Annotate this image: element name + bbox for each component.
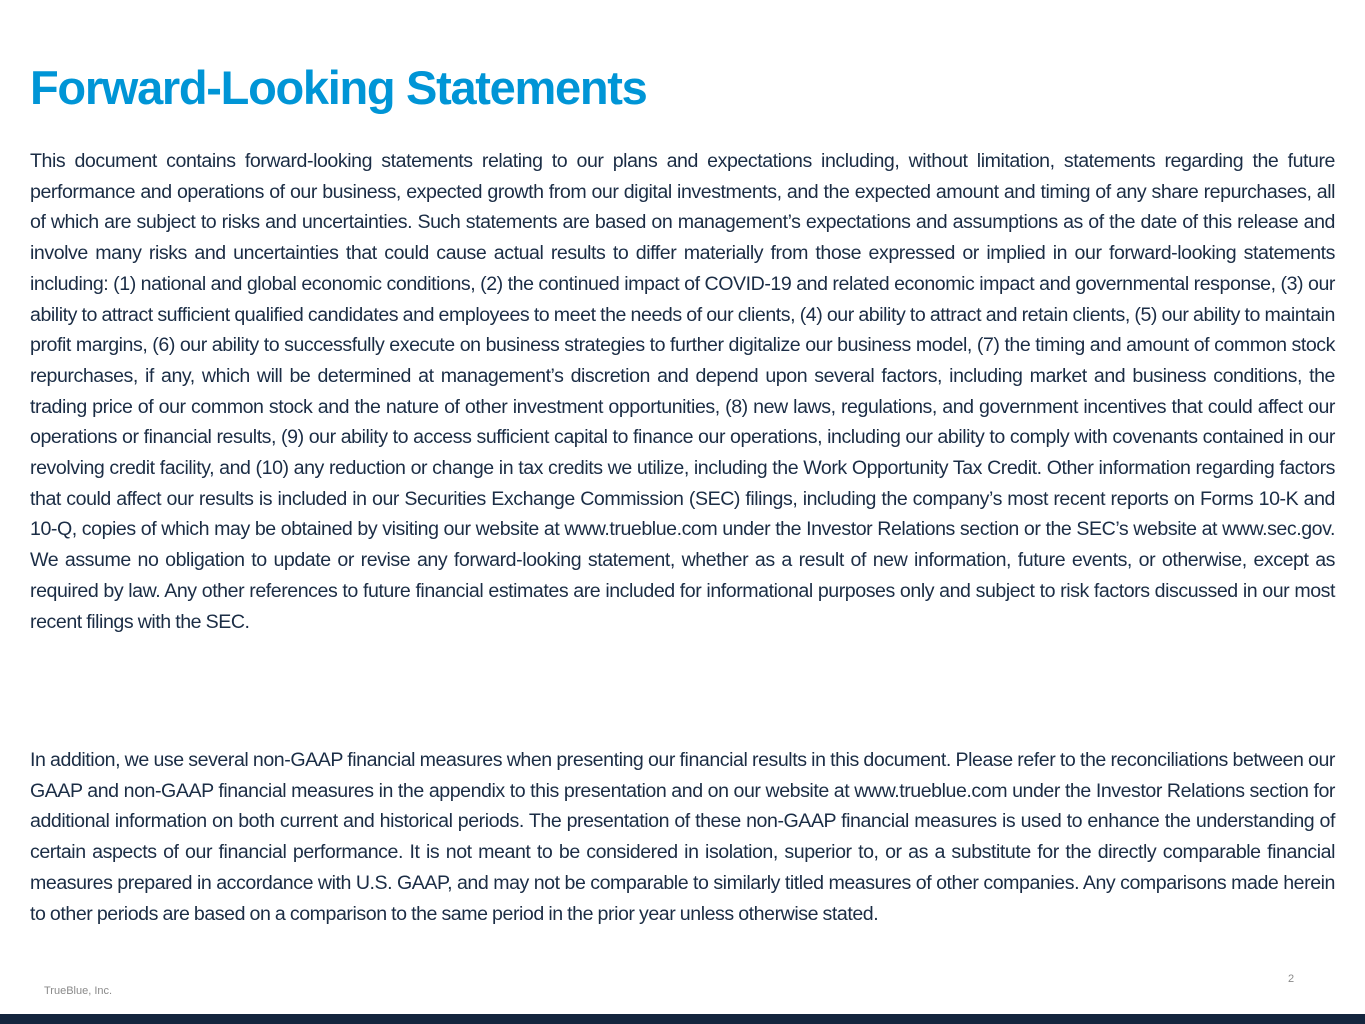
- footer-company-name: TrueBlue, Inc.: [44, 985, 113, 997]
- forward-looking-paragraph: This document contains forward-looking statements relating to our plans and expectations including, without limitation, statements regarding the future performance and operations of our business, expected growth from our digital investments, and the expected amount and timing of any share repurchases, all of which are subject to risks and uncertainties. Such statements are based on management’s expectations and assumptions as of the date of this release and involve many risks and uncertainties that could cause actual results to differ materially from those expressed or implied in our forward-looking statements including: (1) national and global economic conditions, (2) the continued impact of COVID-19 and related economic impact and governmental response, (3) our ability to attract sufficient qualified candidates and employees to meet the needs of our clients, (4) our ability to attract and retain clients, (5) our ability to maintain profit margins, (6) our ability to successfully execute on business strategies to further digitalize our business model, (7) the timing and amount of common stock repurchases, if any, which will be determined at management’s discretion and depend upon several factors, including market and business conditions, the trading price of our common stock and the nature of other investment opportunities, (8) new laws, regulations, and government incentives that could affect our operations or financial results, (9) our ability to access sufficient capital to finance our operations, including our ability to comply with covenants contained in our revolving credit facility, and (10) any reduction or change in tax credits we utilize, including the Work Opportunity Tax Credit. Other information regarding factors that could affect our results is included in our Securities Exchange Commission (SEC) filings, including the company’s most recent reports on Forms 10-K and 10-Q, copies of which may be obtained by visiting our website at www.trueblue.com under the Investor Relations section or the SEC’s website at www.sec.gov. We assume no obligation to update or revise any forward-looking statement, whether as a result of new information, future events, or otherwise, except as required by law. Any other references to future financial estimates are included for informational purposes only and subject to risk factors discussed in our most recent filings with the SEC.: [30, 150, 1335, 633]
- slide-title: Forward-Looking Statements: [30, 61, 647, 114]
- footer-bar: [0, 1014, 1365, 1024]
- page-number: 2: [1288, 973, 1295, 985]
- non-gaap-paragraph: In addition, we use several non-GAAP financial measures when presenting our financial results in this document. Please refer to the reconciliations between our GAAP and non-GAAP financial measures in the appendix to this presentation and on our website at www.trueblue.com under the Investor Relations section for additional information on both current and historical periods. The presentation of these non-GAAP financial measures is used to enhance the understanding of certain aspects of our financial performance. It is not meant to be considered in isolation, superior to, or as a substitute for the directly comparable financial measures prepared in accordance with U.S. GAAP, and may not be comparable to similarly titled measures of other companies. Any comparisons made herein to other periods are based on a comparison to the same period in the prior year unless otherwise stated.: [30, 749, 1335, 925]
